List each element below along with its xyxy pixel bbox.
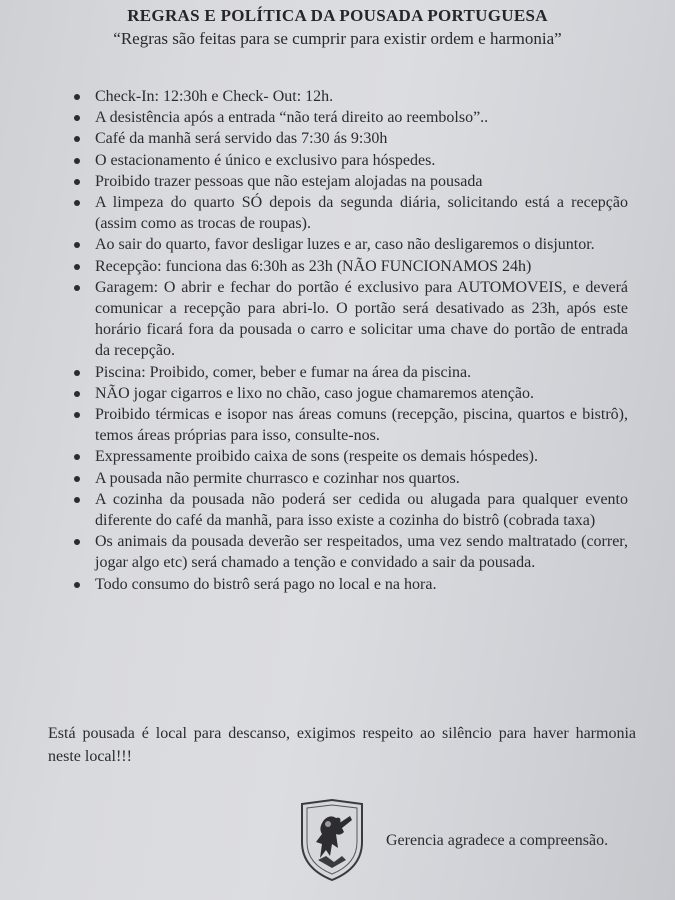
rules-list bbox=[68, 86, 628, 595]
bullet-icon bbox=[74, 476, 80, 482]
bullet-icon bbox=[74, 370, 80, 376]
document-subtitle: “Regras são feitas para se cumprir para existir ordem e harmonia” bbox=[113, 29, 562, 48]
bullet-icon bbox=[74, 539, 80, 545]
bullet-icon bbox=[74, 94, 80, 100]
rule-item bbox=[68, 277, 628, 362]
rule-item bbox=[68, 468, 628, 489]
bullet-icon bbox=[74, 582, 80, 588]
bullet-icon bbox=[74, 179, 80, 185]
rule-text: Check-In: 12:30h e Check- Out: 12h. bbox=[95, 88, 334, 105]
bullet-icon bbox=[74, 115, 80, 121]
rule-item bbox=[68, 362, 628, 383]
rule-item bbox=[68, 531, 628, 573]
rule-item bbox=[68, 128, 628, 149]
rule-text: Os animais da pousada deverão ser respeitados, uma vez sendo maltratado (correr, jogar algo etc) será chamado a tenção e convidado a sair da pousada. bbox=[95, 533, 628, 572]
rule-item bbox=[68, 192, 628, 234]
rule-text: Proibido térmicas e isopor nas áreas comuns (recepção, piscina, quartos e bistrô), temos áreas próprias para isso, consulte-nos. bbox=[95, 406, 628, 445]
rule-item bbox=[68, 150, 628, 171]
rule-item bbox=[68, 574, 628, 595]
rule-item bbox=[68, 107, 628, 128]
bullet-icon bbox=[74, 497, 80, 503]
bullet-icon bbox=[74, 264, 80, 270]
rule-text: Todo consumo do bistrô será pago no local e na hora. bbox=[95, 575, 437, 593]
rule-item bbox=[68, 234, 628, 255]
rule-item bbox=[68, 404, 628, 446]
bullet-icon bbox=[74, 200, 80, 206]
rule-text: A cozinha da pousada não poderá ser cedida ou alugada para qualquer evento diferente do café da manhã, para isso existe a cozinha do bistrô (cobrada taxa) bbox=[95, 490, 628, 530]
rule-text: A limpeza do quarto SÓ depois da segunda diária, solicitando está a recepção (assim como as trocas de roupas). bbox=[95, 194, 628, 233]
rule-text: Proibido trazer pessoas que não estejam alojadas na pousada bbox=[95, 172, 483, 190]
closing-statement: Está pousada é local para descanso, exigimos respeito ao silêncio para haver harmonia neste local!!! bbox=[48, 725, 636, 765]
rule-text: A pousada não permite churrasco e cozinhar nos quartos. bbox=[95, 469, 460, 487]
document-title: REGRAS E POLÍTICA DA POUSADA PORTUGUESA bbox=[127, 6, 548, 25]
bullet-icon bbox=[74, 158, 80, 164]
rule-item bbox=[68, 489, 628, 531]
rule-item bbox=[68, 171, 628, 192]
rule-text: Recepção: funciona das 6:30h as 23h (NÃO FUNCIONAMOS 24h) bbox=[95, 257, 532, 275]
rule-text: Ao sair do quarto, favor desligar luzes e ar, caso não desligaremos o disjuntor. bbox=[95, 236, 595, 254]
rule-item bbox=[68, 86, 628, 107]
rule-text: O estacionamento é único e exclusivo para hóspedes. bbox=[95, 151, 436, 169]
rule-text: Café da manhã será servido das 7:30 ás 9:30h bbox=[95, 130, 388, 148]
rule-item bbox=[68, 256, 628, 277]
rule-text: Expressamente proibido caixa de sons (respeite os demais hóspedes). bbox=[95, 448, 538, 466]
bullet-icon bbox=[74, 136, 80, 142]
bullet-icon bbox=[74, 454, 80, 460]
rule-text: A desistência após a entrada “não terá direito ao reembolso”.. bbox=[95, 109, 489, 127]
bullet-icon bbox=[74, 285, 80, 291]
bullet-icon bbox=[74, 391, 80, 397]
rule-text: Piscina: Proibido, comer, beber e fumar na área da piscina. bbox=[95, 363, 472, 381]
rule-text: Garagem: O abrir e fechar do portão é exclusivo para AUTOMOVEIS, e deverá comunicar a recepção para abri-lo. O portão será desativado as 23h, após este horário ficará fora da pousada o carro e solicitar uma chave do portão de entrada da recepção. bbox=[95, 278, 628, 360]
heraldic-shield-icon bbox=[296, 798, 368, 882]
thanks-note: Gerencia agradece a compreensão. bbox=[386, 832, 609, 849]
rule-text: NÃO jogar cigarros e lixo no chão, caso jogue chamaremos atenção. bbox=[95, 384, 534, 402]
bullet-icon bbox=[74, 242, 80, 248]
rule-item bbox=[68, 446, 628, 467]
bullet-icon bbox=[74, 412, 80, 418]
rule-item bbox=[68, 383, 628, 404]
